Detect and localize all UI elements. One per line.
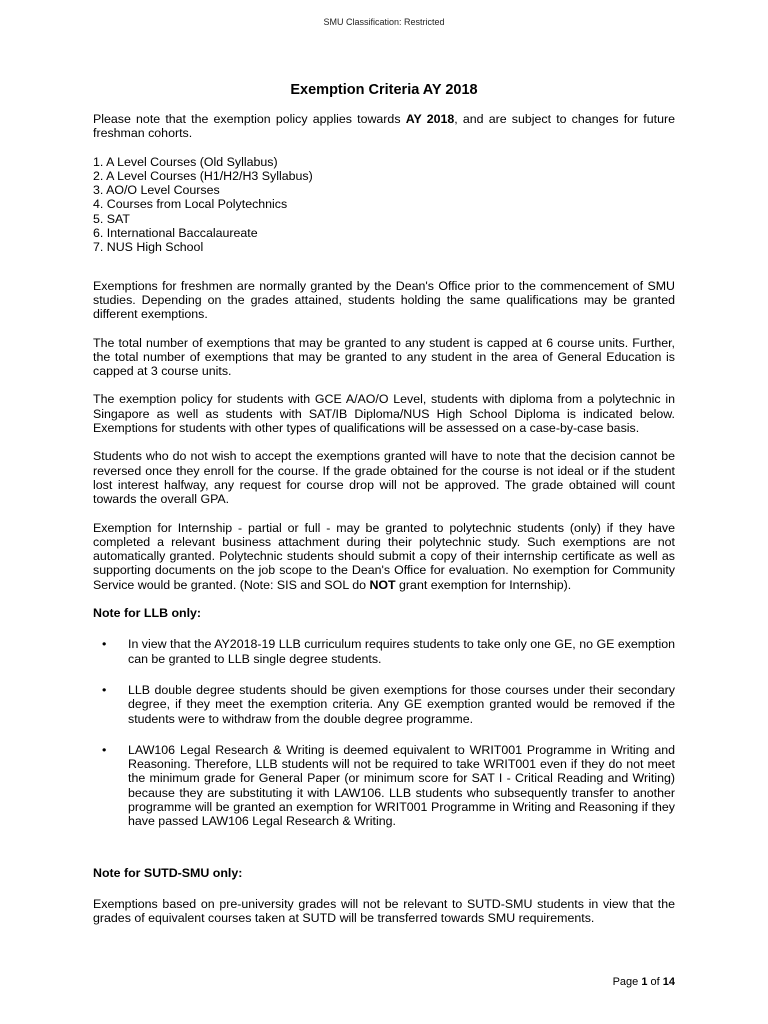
sutd-note-paragraph: Exemptions based on pre-university grades will not be relevant to SUTD-SMU students in view that the grades of equivalent courses taken at SUTD will be transferred towards SMU requirements. [93, 896, 675, 926]
list-item: • LAW106 Legal Research & Writing is deemed equivalent to WRIT001 Programme in Writing and Reasoning. Therefore, LLB students will not be required to take WRIT001 even if they do not meet the minimum grade for General Paper (or minimum score for SAT I - Critical Reading and Writing) because they are substituting it with LAW106. LLB students who subsequently transfer to another programme will be granted an exemption for WRIT001 Programme in Writing and Reasoning if they have passed LAW106 Legal Research & Writing. [102, 742, 675, 829]
paragraph-exemption-cap: The total number of exemptions that may be granted to any student is capped at 6 course units. Further, the total number of exemptions that may be granted to any student in the area of General Education is capped at 3 course units. [93, 335, 675, 379]
list-item: 5. SAT [93, 211, 130, 226]
llb-bullet-list [93, 637, 675, 828]
list-item: 1. A Level Courses (Old Syllabus) [93, 154, 278, 169]
paragraph-freshmen-exemptions: Exemptions for freshmen are normally granted by the Dean's Office prior to the commencement of SMU studies. Depending on the grades attained, students holding the same qualifications may be granted different exemptions. [93, 278, 675, 322]
paragraph-exemption-policy: The exemption policy for students with GCE A/AO/O Level, students with diploma from a polytechnic in Singapore as well as students with SAT/IB Diploma/NUS High School Diploma is indicated below. Exemptions for students with other types of qualifications will be assessed on a case-by-case basis. [93, 392, 675, 436]
paragraph-decline-exemptions: Students who do not wish to accept the exemptions granted will have to note that the decision cannot be reversed once they enroll for the course. If the grade obtained for the course is not ideal or if the student lost interest halfway, any request for course drop will not be approved. The grade obtained will count towards the overall GPA. [93, 449, 675, 507]
classification-label: SMU Classification: Restricted [323, 17, 445, 27]
bullet-icon: • [102, 742, 107, 757]
list-item: 3. AO/O Level Courses [93, 183, 220, 198]
list-item: • LLB double degree students should be given exemptions for those courses under their secondary degree, if they meet the exemption criteria. Any GE exemption granted would be removed if the students were to withdraw from the double degree programme. [102, 682, 675, 726]
list-item: • In view that the AY2018-19 LLB curriculum requires students to take only one GE, no GE exemption can be granted to LLB single degree students. [102, 637, 675, 666]
page-title: Exemption Criteria AY 2018 [290, 82, 478, 98]
page-number: Page 1 of 14 [612, 976, 675, 988]
document-body [93, 112, 675, 925]
qualification-list [93, 155, 675, 255]
list-item: 2. A Level Courses (H1/H2/H3 Syllabus) [93, 168, 313, 183]
list-item: 7. NUS High School [93, 240, 204, 255]
intro-paragraph: Please note that the exemption policy applies towards AY 2018, and are subject to changes for future freshman cohorts. [93, 112, 675, 141]
llb-note-heading: Note for LLB only: [93, 606, 202, 621]
list-item: 6. International Baccalaureate [93, 226, 258, 241]
paragraph-internship: Exemption for Internship - partial or full - may be granted to polytechnic students (only) if they have completed a relevant business attachment during their polytechnic study. Such exemptions are not automatically granted. Polytechnic students should submit a copy of their internship certificate as well as supporting documents on the job scope to the Dean's Office for evaluation. No exemption for Community Service would be granted. (Note: SIS and SOL do NOT grant exemption for Internship). [93, 520, 675, 592]
bullet-icon: • [102, 637, 107, 652]
bullet-icon: • [102, 682, 107, 697]
not-highlight: NOT [369, 577, 396, 592]
list-item: 4. Courses from Local Polytechnics [93, 197, 288, 212]
academic-year-highlight: AY 2018 [405, 112, 455, 126]
sutd-note-heading: Note for SUTD-SMU only: [93, 865, 243, 880]
